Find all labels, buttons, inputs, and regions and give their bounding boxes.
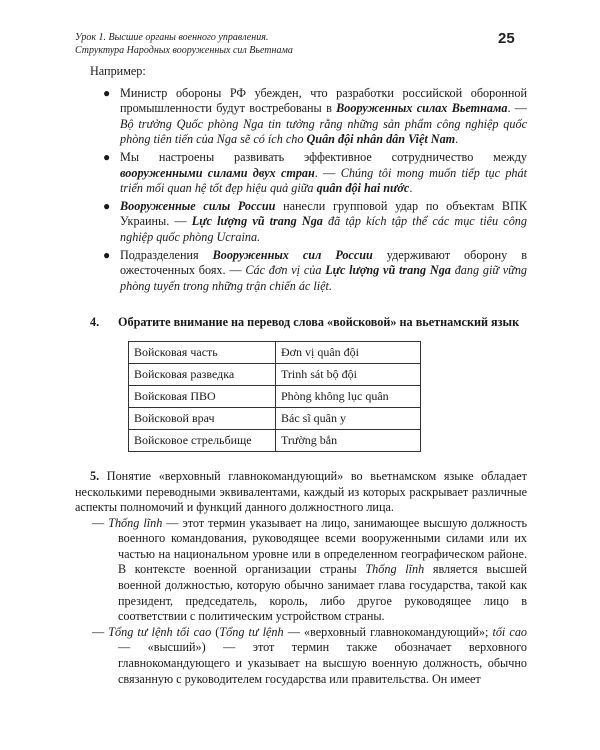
table-row bbox=[129, 363, 421, 385]
section-5-paragraph bbox=[75, 469, 527, 516]
section-4-title: Обратите внимание на перевод слова «войсковой» на вьетнамский язык bbox=[118, 315, 520, 330]
header-line-1: Урок 1. Высшие органы военного управления. bbox=[75, 32, 269, 43]
text-run: Вооруженных силах Вьетнама bbox=[336, 101, 508, 116]
example-item bbox=[75, 150, 527, 197]
table-row bbox=[129, 385, 421, 407]
text-run: đang giữ vững phòng tuyến trong những trận chiến ác liệt. bbox=[120, 263, 528, 293]
text-run: quân đội hai nước bbox=[316, 181, 410, 196]
text-run: đã tập kích tập thể các mục tiêu công nghiệp quốc phòng Ucraina. bbox=[120, 214, 527, 244]
table-cell-russian: Войсковое стрельбище bbox=[129, 429, 276, 451]
bullet-icon: ● bbox=[103, 85, 111, 100]
text-run: — этот термин указывает на лицо, занимающее высшую должность военного командования, руководящее всеми вооруженными силами или их частью на национальном уровне или в определенном географическом районе. В контексте военной организации страны bbox=[118, 515, 528, 577]
text-run: удерживают оборону в ожесточенных боях. — bbox=[120, 247, 527, 278]
table-cell-vietnamese: Trường bắn bbox=[276, 429, 421, 451]
page-body bbox=[75, 58, 527, 687]
text-run: Quân đội nhân dân Việt Nam bbox=[306, 132, 456, 147]
text-run: Lực lượng vũ trang Nga bbox=[325, 263, 451, 278]
text-run: Tổng tư lệnh tối cao bbox=[108, 624, 212, 639]
dash-item bbox=[75, 625, 527, 687]
example-text bbox=[120, 248, 527, 293]
text-run: — «высший») — этот термин также обозначает верховного главнокомандующего и указывает на высшую военную должность, обычно связанную с руководителем государства или правительства. Он имеет bbox=[118, 640, 527, 686]
text-run: Министр обороны РФ убежден, что разработки российской оборонной промышленности будут востребованы в bbox=[120, 85, 527, 116]
page-number: 25 bbox=[498, 30, 515, 47]
text-run: Thống lĩnh bbox=[365, 562, 425, 577]
table-cell-vietnamese: Trinh sát bộ đội bbox=[276, 363, 421, 385]
table-cell-russian: Войсковая ПВО bbox=[129, 385, 276, 407]
example-text bbox=[120, 199, 527, 244]
example-text bbox=[120, 150, 527, 195]
text-run: ( bbox=[211, 624, 220, 639]
text-run: Tổng tư lệnh bbox=[219, 624, 284, 639]
dash-item bbox=[75, 516, 527, 625]
example-text bbox=[120, 86, 527, 147]
table-cell-vietnamese: Đơn vị quân đội bbox=[276, 341, 421, 363]
text-run: вооруженными силами двух стран bbox=[120, 165, 315, 180]
example-item bbox=[75, 86, 527, 148]
example-item bbox=[75, 199, 527, 246]
text-run: — «верховный главнокомандующий»; bbox=[283, 624, 493, 639]
text-run: Lực lượng vũ trang Nga bbox=[191, 214, 323, 229]
bullet-icon: ● bbox=[103, 247, 111, 262]
example-list bbox=[75, 86, 527, 295]
table-cell-vietnamese: Phòng không lục quân bbox=[276, 385, 421, 407]
table-cell-russian: Войсковая разведка bbox=[129, 363, 276, 385]
running-header bbox=[75, 31, 525, 57]
header-line-2: Структура Народных вооруженных сил Вьетнама bbox=[75, 45, 293, 56]
text-run: Thống lĩnh bbox=[108, 515, 163, 530]
text-run: . — bbox=[314, 165, 341, 180]
table-row bbox=[129, 429, 421, 451]
text-run: Вооруженных сил России bbox=[212, 247, 373, 262]
text-run: . — bbox=[507, 101, 528, 116]
text-run: нанесли групповой удар по объектам ВПК Украины. — bbox=[120, 198, 527, 229]
section-5-number: 5. bbox=[90, 468, 100, 483]
example-item bbox=[75, 248, 527, 295]
table-cell-russian: Войсковая часть bbox=[129, 341, 276, 363]
text-run: Chúng tôi mong muốn tiếp tục phát triển mối quan hệ tốt đẹp hiệu quả giữa bbox=[120, 165, 527, 196]
text-run: Вооруженные силы России bbox=[120, 198, 276, 213]
section-5-text: Понятие «верховный главнокомандующий» во вьетнамском языке обладает несколькими переводными эквивалентами, каждый из которых раскрывает различные аспекты полномочий и функций данного должностного лица. bbox=[75, 468, 527, 515]
table-cell-vietnamese: Bác sĩ quân y bbox=[276, 407, 421, 429]
bullet-icon: ● bbox=[103, 149, 111, 164]
text-run: . bbox=[409, 181, 413, 196]
text-run: — bbox=[92, 624, 109, 639]
text-run: Các đơn vị của bbox=[245, 263, 326, 278]
table-cell-russian: Войсковой врач bbox=[129, 407, 276, 429]
bullet-icon: ● bbox=[103, 198, 111, 213]
table-row bbox=[129, 407, 421, 429]
section-4-heading bbox=[75, 315, 527, 331]
text-run: tối cao bbox=[492, 624, 528, 639]
table-row bbox=[129, 341, 421, 363]
section-4-number: 4. bbox=[90, 315, 100, 330]
text-run: — bbox=[92, 515, 109, 530]
text-run: Мы настроены развивать эффективное сотрудничество между bbox=[120, 149, 527, 164]
text-run: является высшей военной должностью, которую обычно занимает глава государства, такой как президент, председатель, король, либо другое руководящее лицо в соответствии с политическим устройством страны. bbox=[118, 562, 527, 624]
text-run: Bộ trưởng Quốc phòng Nga tin tưởng rằng những sản phẩm công nghiệp quốc phòng tiên tiến của Nga sẽ có ích cho bbox=[120, 116, 527, 147]
intro-text: Например: bbox=[90, 64, 146, 78]
text-run: . bbox=[455, 132, 459, 147]
text-run: Подразделения bbox=[120, 247, 213, 262]
vocab-table bbox=[128, 341, 421, 452]
